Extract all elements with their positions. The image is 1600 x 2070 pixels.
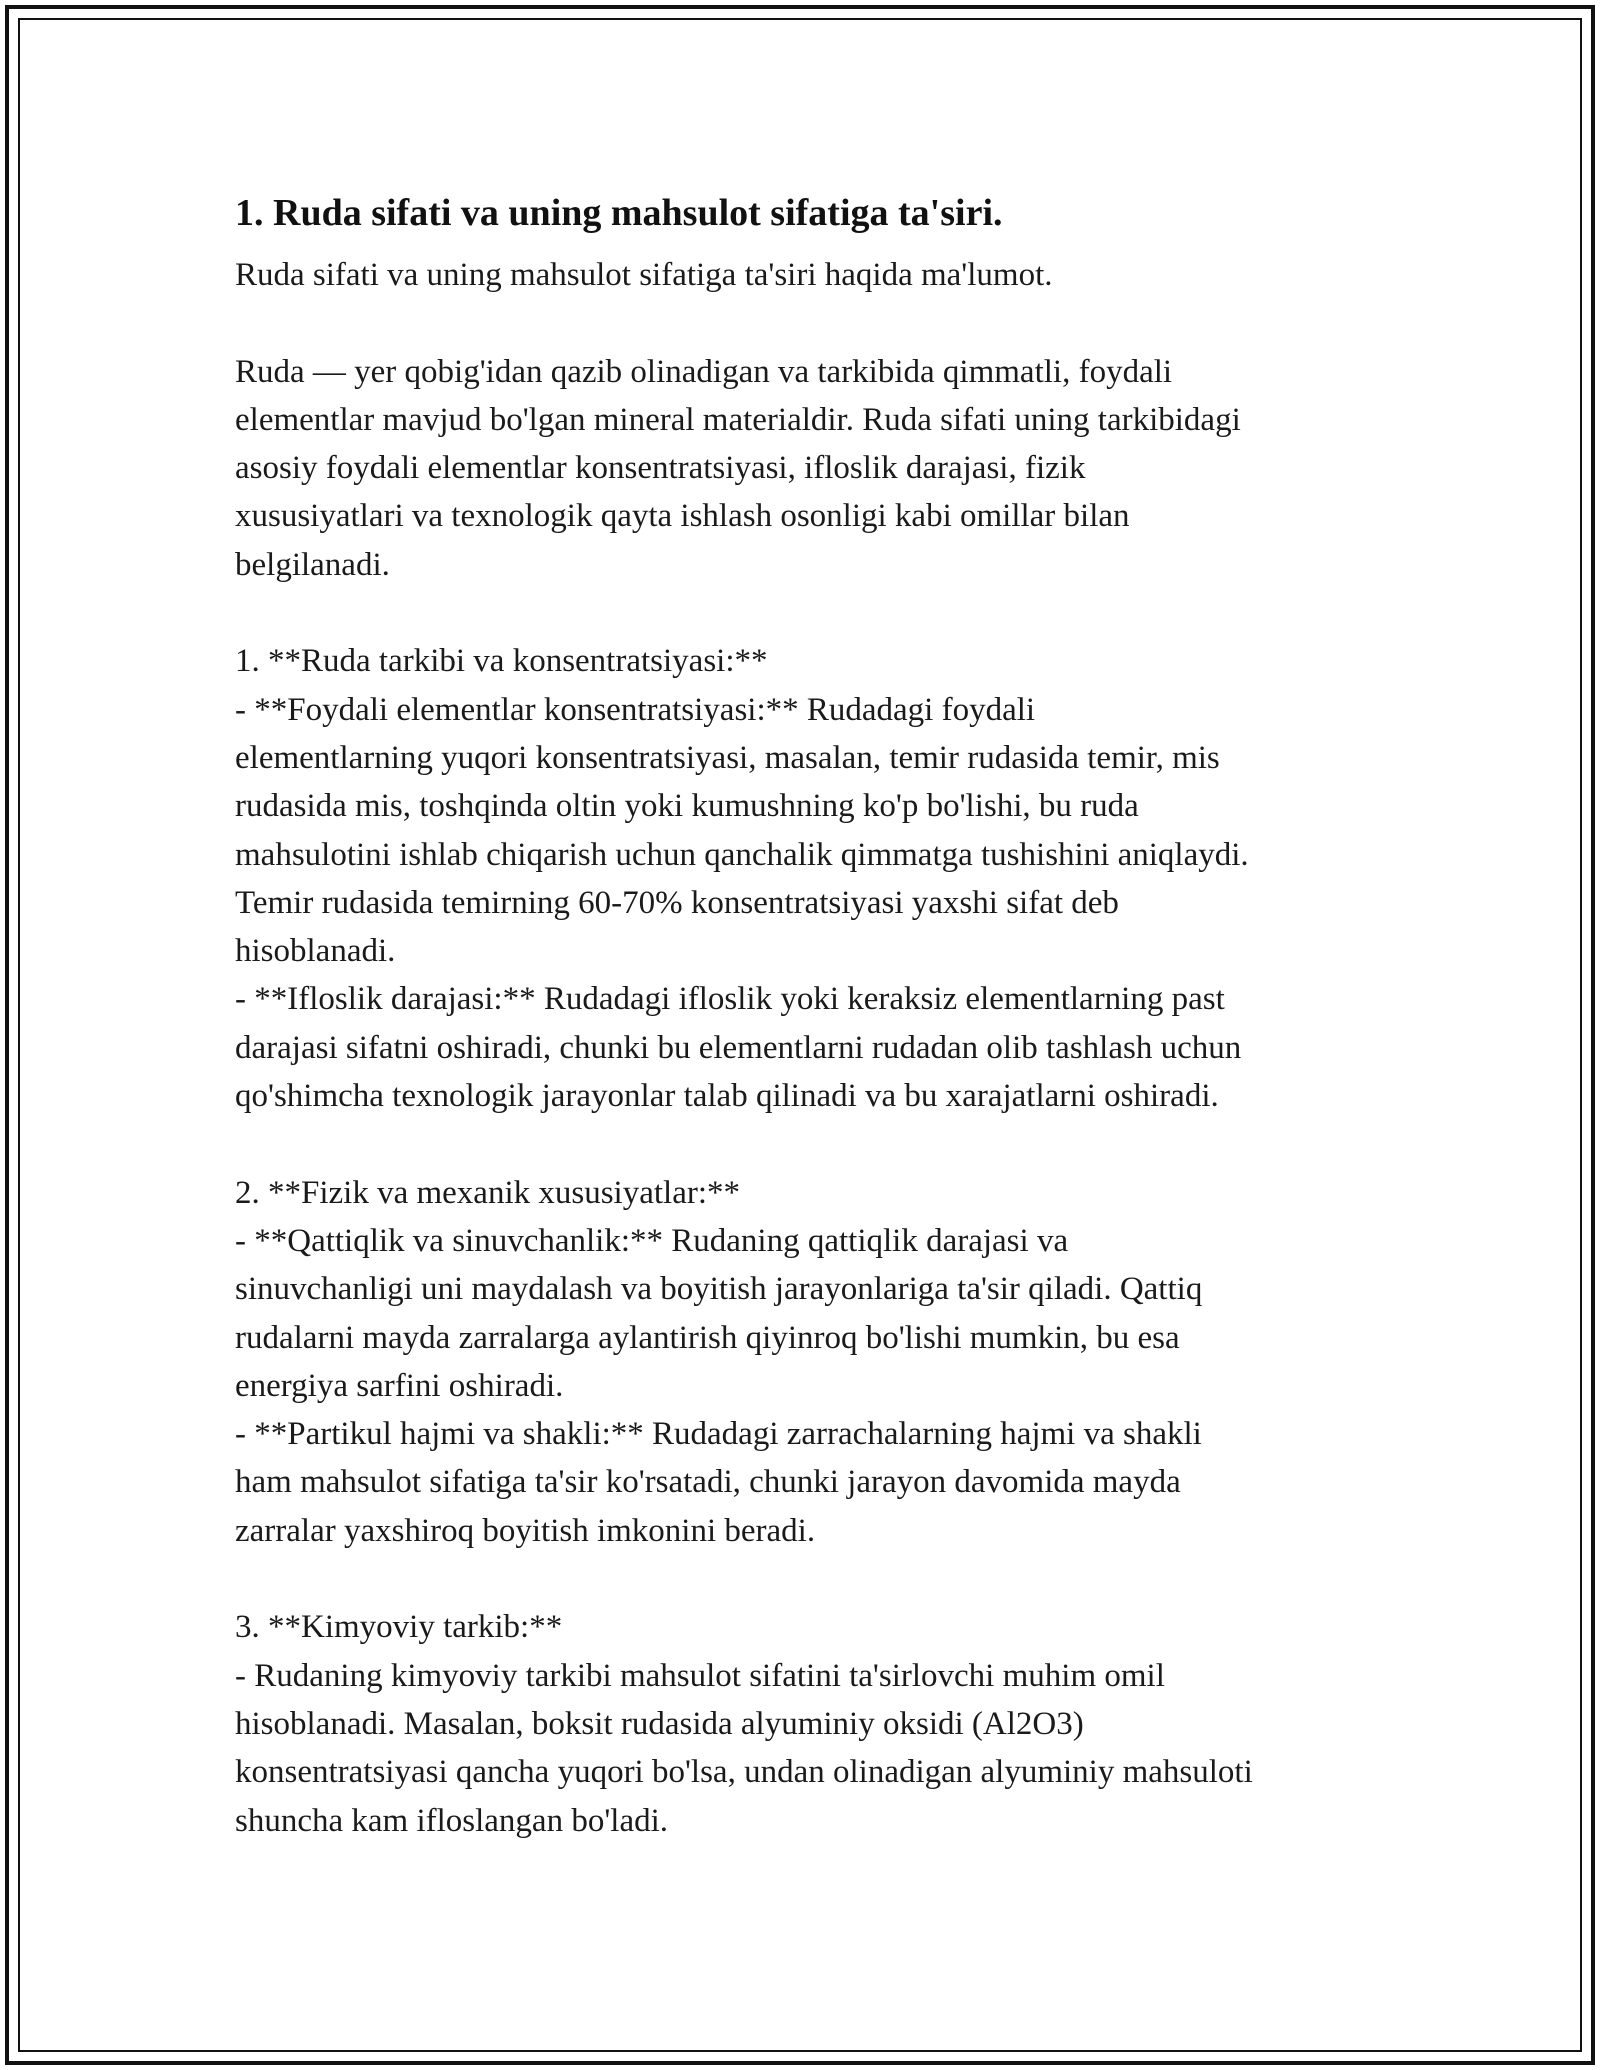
document-section-physical-properties: 2. **Fizik va mexanik xususiyatlar:** - **Qattiqlik va sinuvchanlik:** Rudaning qattiqlik darajasi va sinuvchanligi uni maydalash va boyitish jarayonlariga ta'sir qiladi. Qattiq rudalarni mayda zarralarga aylantirish qiyinroq bo'lishi mumkin, bu esa energiya sarfini oshiradi. - **Partikul hajmi va shakli:** Rudadagi zarrachalarning hajmi va shakli ham mahsulot sifatiga ta'sir ko'rsatadi, chunki jarayon davomida mayda zarralar yaxshiroq boyitish imkonini beradi. xyxy=(235,1174,1203,1549)
document-section-chemical-composition: 3. **Kimyoviy tarkib:** - Rudaning kimyoviy tarkibi mahsulot sifatini ta'sirlovchi muhim omil hisoblanadi. Masalan, boksit rudasida alyuminiy oksidi (Al2O3) konsentratsiyasi qancha yuqori bo'lsa, undan olinadigan alyuminiy mahsuloti shuncha kam ifloslangan bo'ladi. xyxy=(235,1609,1253,1839)
document-title: 1. Ruda sifati va uning mahsulot sifatiga ta'siri. xyxy=(235,192,1003,234)
document-paragraph-definition: Ruda — yer qobig'idan qazib olinadigan va tarkibida qimmatli, foydali elementlar mavjud bo'lgan mineral materialdir. Ruda sifati uning tarkibidagi asosiy foydali elementlar konsentratsiyasi, ifloslik darajasi, fizik xususiyatlari va texnologik qayta ishlash osonligi kabi omillar bilan belgilanadi. xyxy=(235,353,1241,583)
document-paragraph-intro: Ruda sifati va uning mahsulot sifatiga ta'siri haqida ma'lumot. xyxy=(235,257,1053,293)
document-content xyxy=(235,185,1375,1845)
document-section-composition: 1. **Ruda tarkibi va konsentratsiyasi:** - **Foydali elementlar konsentratsiyasi:** Rudadagi foydali elementlarning yuqori konsentratsiyasi, masalan, temir rudasida temir, mis rudasida mis, toshqinda oltin yoki kumushning ko'p bo'lishi, bu ruda mahsulotini ishlab chiqarish uchun qanchalik qimmatga tushishini aniqlaydi. Temir rudasida temirning 60-70% konsentratsiyasi yaxshi sifat deb hisoblanadi. - **Ifloslik darajasi:** Rudadagi ifloslik yoki keraksiz elementlarning past darajasi sifatni oshiradi, chunki bu elementlarni rudadan olib tashlash uchun qo'shimcha texnologik jarayonlar talab qilinadi va bu xarajatlarni oshiradi. xyxy=(235,643,1249,1115)
